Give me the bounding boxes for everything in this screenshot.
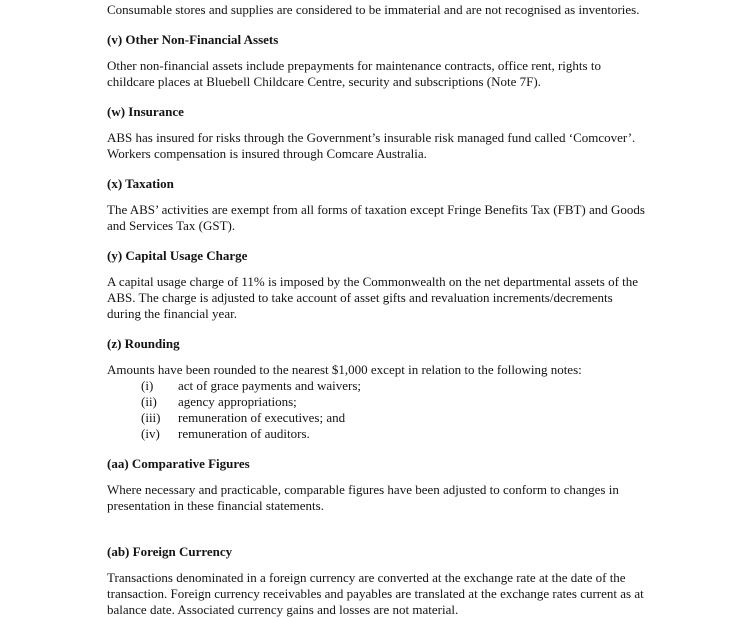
section-body-capital-usage-charge: A capital usage charge of 11% is imposed by the Commonwealth on the net departmental assets of the ABS. The charge is adjusted to take account of asset gifts and revaluation increments/decrements during the financial year. (107, 274, 639, 321)
list-item-text: act of grace payments and waivers; (178, 378, 362, 393)
list-item-remuneration-executives (107, 410, 648, 426)
list-item-text: remuneration of executives; and (178, 410, 346, 425)
section-heading-insurance: (w) Insurance (107, 104, 184, 119)
list-item-text: agency appropriations; (178, 394, 297, 409)
section-body-insurance: ABS has insured for risks through the Government’s insurable risk managed fund called ‘Comcover’. Workers compensation is insured through Comcare Australia. (107, 130, 636, 161)
intro-paragraph: Consumable stores and supplies are considered to be immaterial and are not recognised as inventories. (107, 2, 640, 17)
list-item-marker: (ii) (141, 394, 157, 409)
section-body-comparative-figures: Where necessary and practicable, comparable figures have been adjusted to conform to changes in presentation in these financial statements. (107, 482, 619, 513)
section-heading-comparative-figures: (aa) Comparative Figures (107, 456, 250, 471)
list-item-remuneration-auditors (107, 426, 648, 442)
section-body-rounding: Amounts have been rounded to the nearest $1,000 except in relation to the following notes: (107, 362, 582, 377)
section-heading-other-non-financial-assets: (v) Other Non-Financial Assets (107, 32, 279, 47)
section-body-taxation: The ABS’ activities are exempt from all forms of taxation except Fringe Benefits Tax (FBT) and Goods and Services Tax (GST). (107, 202, 645, 233)
list-item-text: remuneration of auditors. (178, 426, 310, 441)
section-heading-capital-usage-charge: (y) Capital Usage Charge (107, 248, 248, 263)
section-heading-foreign-currency: (ab) Foreign Currency (107, 544, 233, 559)
list-item-marker: (iii) (141, 410, 161, 425)
list-item-act-of-grace (107, 378, 648, 394)
list-item-agency-appropriations (107, 394, 648, 410)
list-item-marker: (iv) (141, 426, 160, 441)
section-body-other-non-financial-assets: Other non-financial assets include prepayments for maintenance contracts, office rent, rights to childcare places at Bluebell Childcare Centre, security and subscriptions (Note 7F). (107, 58, 601, 89)
section-heading-taxation: (x) Taxation (107, 176, 174, 191)
list-item-marker: (i) (141, 378, 154, 393)
section-body-foreign-currency: Transactions denominated in a foreign currency are converted at the exchange rate at the date of the transaction. Foreign currency receivables and payables are translated at the exchange rates current as at balance date. Associated currency gains and losses are not material. (107, 570, 644, 617)
rounding-notes-list (107, 378, 648, 442)
section-heading-rounding: (z) Rounding (107, 336, 180, 351)
